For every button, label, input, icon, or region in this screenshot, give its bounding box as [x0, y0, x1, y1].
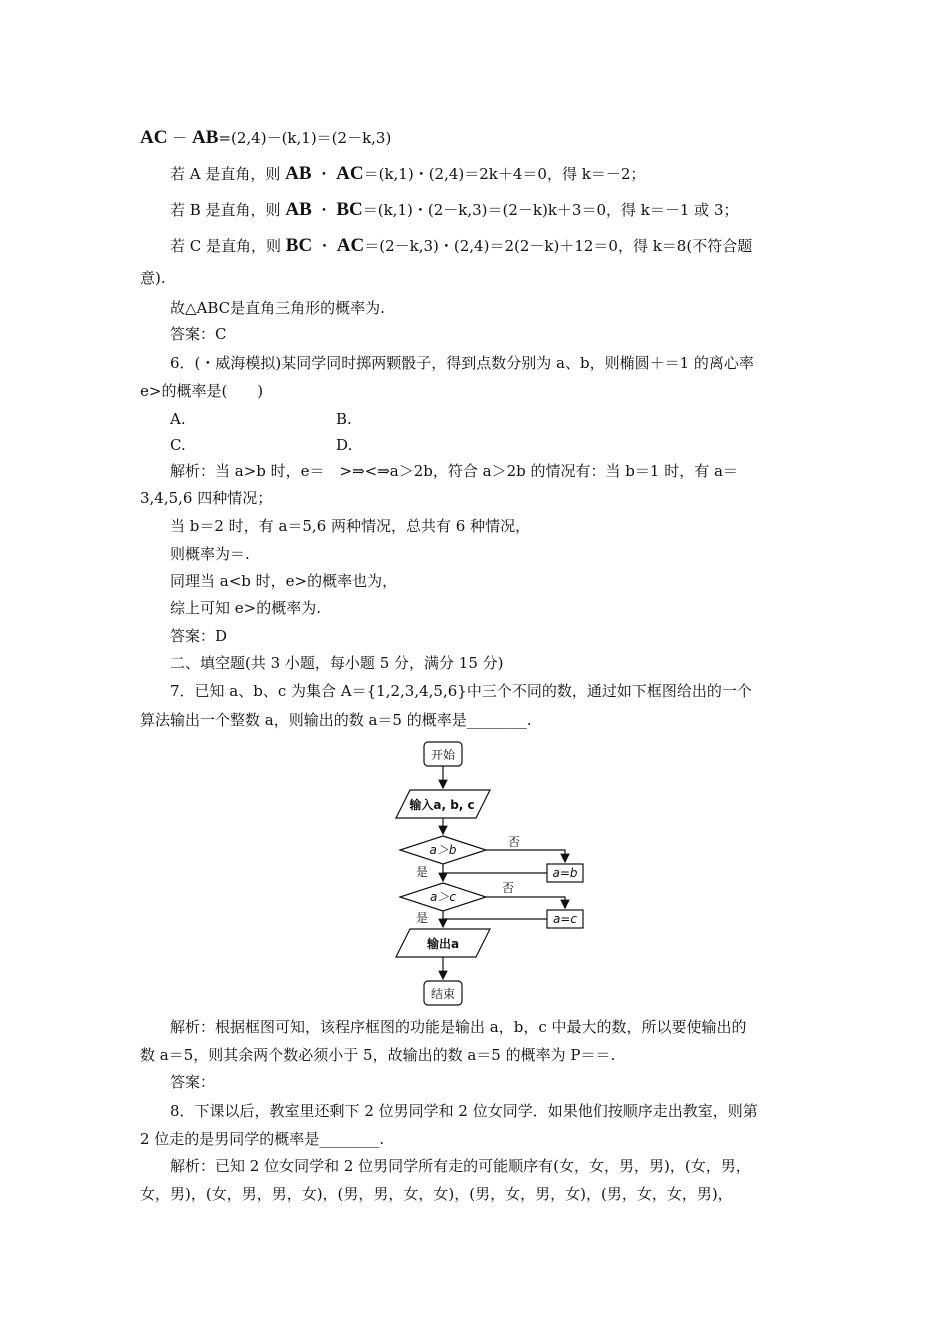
- option-a: A.: [170, 410, 186, 428]
- yes-label-1: 是: [415, 865, 428, 879]
- option-b: B.: [336, 410, 352, 428]
- question-7: 7．已知 a、b、c 为集合 A＝{1,2,3,4,5,6}中三个不同的数，通过如下框图给出的一个: [170, 682, 752, 700]
- answer-line: 答案：D: [170, 627, 228, 645]
- assign-label-1: a=b: [552, 866, 578, 880]
- solution-line: 综上可知 e>的概率为.: [170, 599, 321, 617]
- question-8: 8．下课以后，教室里还剩下 2 位男同学和 2 位女同学．如果他们按顺序走出教室，则第: [170, 1102, 758, 1120]
- line-text: =(2,4)－(k,1)＝(2－k,3): [218, 129, 392, 147]
- text-line: 故△ABC是直角三角形的概率为.: [170, 299, 385, 317]
- solution-line: 解析：当 a>b 时，e＝ >⇒<⇒a＞2b，符合 a＞2b 的情况有：当 b＝1 时，有 a＝: [170, 462, 738, 480]
- vector-ac: AC: [336, 235, 365, 256]
- end-label: 结束: [430, 987, 456, 1001]
- vector-difference-line: [140, 128, 391, 148]
- answer-line: 答案：: [170, 1073, 216, 1091]
- no-label-1: 否: [508, 835, 521, 849]
- vector-ab: AB: [192, 127, 219, 148]
- no-label-2: 否: [502, 881, 515, 895]
- option-c: C.: [170, 436, 186, 454]
- output-label: 输出a: [426, 937, 460, 951]
- flowchart: [380, 738, 620, 1010]
- answer-line: 答案：C: [170, 325, 227, 343]
- solution-line: 解析：已知 2 位女同学和 2 位男同学所有走的可能顺序有(女，女，男，男)，(女，男，: [170, 1157, 751, 1175]
- vector-ac: AC: [336, 163, 364, 184]
- vector-ab: AB: [285, 199, 312, 220]
- solution-line: 则概率为＝.: [170, 545, 250, 563]
- question-6: 6．(・威海模拟)某同学同时掷两颗骰子，得到点数分别为 a、b，则椭圆＋＝1 的离心率: [170, 354, 754, 372]
- line-text: ＝(k,1)・(2,4)＝2k＋4＝0，得 k＝－2；: [363, 165, 646, 183]
- text-line: 意).: [140, 269, 166, 287]
- vector-ab: AB: [285, 163, 312, 184]
- solution-line: 3,4,5,6 四种情况；: [140, 489, 273, 507]
- solution-line: 当 b＝2 时，有 a＝5,6 两种情况，总共有 6 种情况，: [170, 517, 531, 535]
- section-heading: 二、填空题(共 3 小题，每小题 5 分，满分 15 分): [170, 654, 504, 672]
- line-text: 若 C 是直角，则: [170, 237, 282, 255]
- condition-label-1: a＞b: [429, 843, 457, 857]
- line-text: 若 A 是直角，则: [170, 165, 281, 183]
- dot-operator: ・: [316, 165, 332, 183]
- solution-line: 女，男)，(女，男，男，女)，(男，男，女，女)，(男，女，男，女)，(男，女，女，男)，: [140, 1185, 733, 1203]
- start-label: 开始: [430, 748, 456, 762]
- solution-line: 同理当 a<b 时，e>的概率也为，: [170, 572, 398, 590]
- question-7-cont: 算法输出一个整数 a，则输出的数 a＝5 的概率是________.: [140, 711, 532, 729]
- line-text: ＝(k,1)・(2－k,3)＝(2－k)k＋3＝0，得 k＝－1 或 3；: [362, 201, 739, 219]
- minus-sign: －: [172, 129, 188, 147]
- case-a-line: [170, 164, 645, 184]
- solution-line: 解析：根据框图可知，该程序框图的功能是输出 a，b，c 中最大的数，所以要使输出的: [170, 1018, 747, 1036]
- dot-operator: ・: [316, 237, 332, 255]
- vector-bc: BC: [336, 199, 363, 220]
- case-c-line: [170, 236, 752, 256]
- case-b-line: [170, 200, 738, 220]
- vector-ac: AC: [140, 127, 168, 148]
- assign-label-2: a=c: [552, 912, 578, 926]
- input-label: 输入a, b, c: [409, 798, 475, 812]
- option-d: D.: [336, 436, 353, 454]
- yes-label-2: 是: [415, 911, 428, 925]
- line-text: 若 B 是直角，则: [170, 201, 281, 219]
- dot-operator: ・: [316, 201, 332, 219]
- vector-bc: BC: [285, 235, 313, 256]
- question-6-cont: e>的概率是( ): [140, 382, 264, 400]
- line-text: ＝(2－k,3)・(2,4)＝2(2－k)＋12＝0，得 k＝8(不符合题: [364, 237, 753, 255]
- question-8-cont: 2 位走的是男同学的概率是________.: [140, 1130, 385, 1148]
- condition-label-2: a＞c: [430, 890, 456, 904]
- solution-line: 数 a＝5，则其余两个数必须小于 5，故输出的数 a＝5 的概率为 P＝＝.: [140, 1046, 616, 1064]
